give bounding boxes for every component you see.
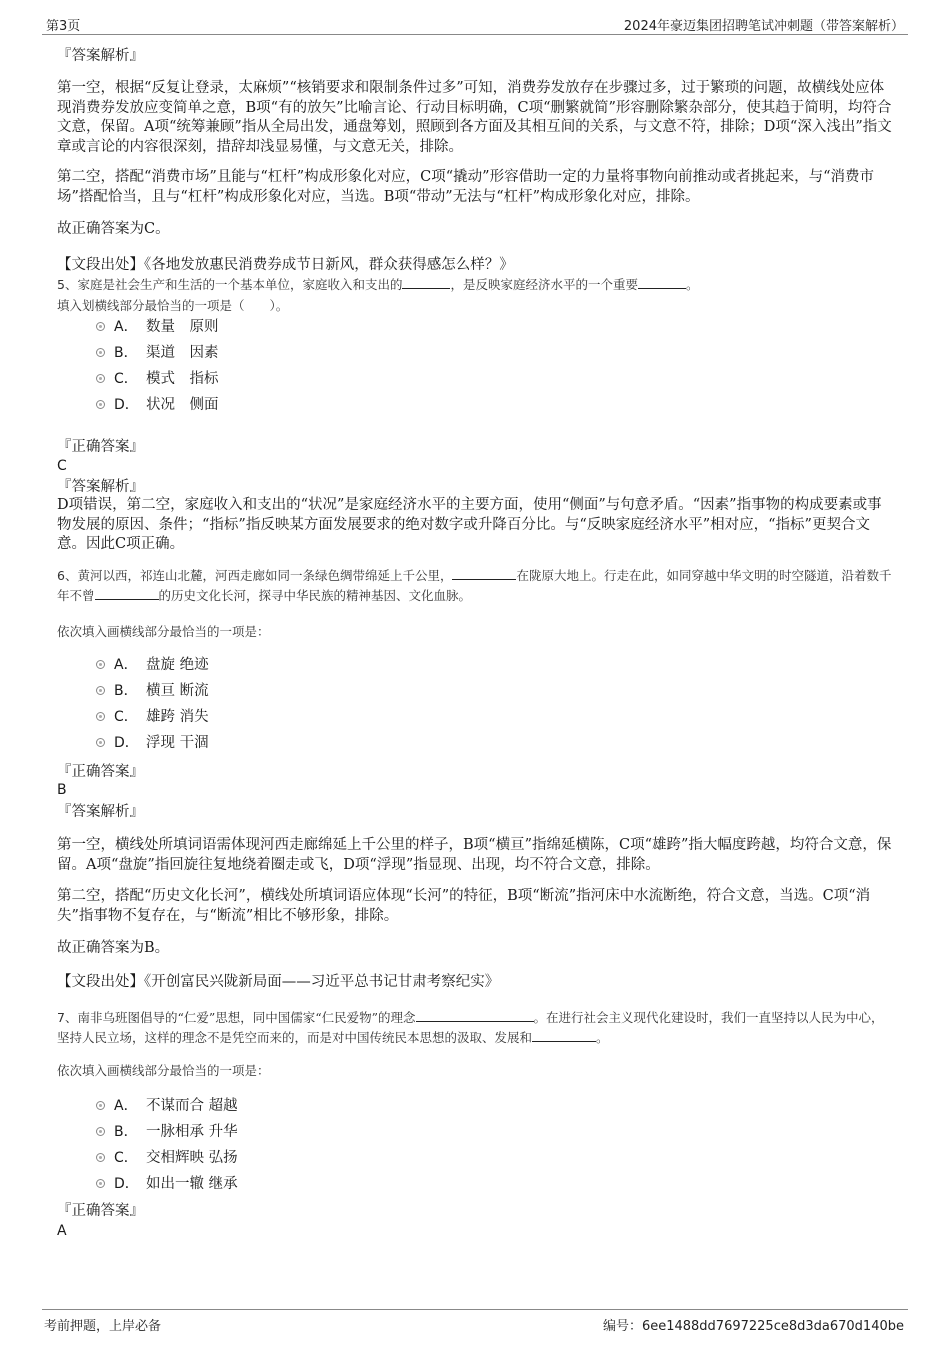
correct-answer: C bbox=[57, 458, 67, 474]
question-stem: 6、黄河以西，祁连山北麓，河西走廊如同一条绿色绸带绵延上千公里， 在陇原大地上。行走在此，如同穿越中华文明的时空隧道，沿着数千年不曾 的历史文化长河，探寻中华民族的精神基因、文化血脉。 bbox=[57, 568, 892, 603]
page-footer bbox=[42, 1309, 908, 1338]
analysis-paragraph: 第一空，根据“反复让登录，太麻烦”“核销要求和限制条件过多”可知，消费券发放存在步骤过多，过于繁琐的问题，故横线处应体现消费券发放应变简单之意，B项“有的放矢”比喻言论、行动目标明确，C项“删繁就简”形容删除繁杂部分，使其趋于简明，均符合文意，保留。A项“统筹兼顾”指从全局出发，通盘筹划，照顾到各方面及其相互间的关系，与文意不符，排除；D项“深入浅出”指文章或言论的内容很深刻，措辞却浅显易懂，与文意无关，排除。 bbox=[57, 80, 892, 155]
question-number: 6 bbox=[57, 568, 65, 583]
page-number: 第3页 bbox=[46, 19, 81, 34]
page-header bbox=[42, 12, 908, 35]
radio-icon[interactable] bbox=[96, 738, 105, 747]
source-citation: 【文段出处】《开创富民兴陇新局面——习近平总书记甘肃考察纪实》 bbox=[57, 974, 500, 990]
question-number: 5 bbox=[57, 277, 65, 292]
radio-icon[interactable] bbox=[96, 712, 105, 721]
question-number: 7 bbox=[57, 1010, 65, 1025]
question-stem: 7、南非乌班图倡导的“仁爱”思想，同中国儒家“仁民爱物”的理念 。在进行社会主义现代化建设时，我们一直坚持以人民为中心，坚持人民立场，这样的理念不是凭空而来的，而是对中国传统民本思想的汲取、发展和 。 bbox=[57, 1010, 884, 1045]
analysis-label: 『答案解析』 bbox=[57, 479, 144, 495]
radio-icon[interactable] bbox=[96, 660, 105, 669]
correct-answer: A bbox=[57, 1223, 67, 1239]
conclusion: 故正确答案为B。 bbox=[57, 940, 170, 956]
question-stem: 5、家庭是社会生产和生活的一个基本单位，家庭收入和支出的 ，是反映家庭经济水平的一个重要 。 bbox=[57, 277, 699, 292]
question-instruction: 填入划横线部分最恰当的一项是（ ）。 bbox=[57, 298, 289, 313]
radio-icon[interactable] bbox=[96, 1179, 105, 1188]
radio-icon[interactable] bbox=[96, 1153, 105, 1162]
correct-answer-label: 『正确答案』 bbox=[57, 1203, 144, 1219]
answer-blank bbox=[416, 1009, 534, 1022]
conclusion: 故正确答案为C。 bbox=[57, 221, 170, 237]
radio-icon[interactable] bbox=[96, 374, 105, 383]
radio-icon[interactable] bbox=[96, 1101, 105, 1110]
answer-blank bbox=[95, 587, 159, 600]
analysis-label: 『答案解析』 bbox=[57, 48, 144, 64]
analysis-label: 『答案解析』 bbox=[57, 804, 144, 820]
answer-blank bbox=[532, 1029, 596, 1042]
radio-icon[interactable] bbox=[96, 1127, 105, 1136]
answer-blank bbox=[452, 567, 516, 580]
correct-answer-label: 『正确答案』 bbox=[57, 764, 144, 780]
correct-answer-label: 『正确答案』 bbox=[57, 439, 144, 455]
question-instruction: 依次填入画横线部分最恰当的一项是： bbox=[57, 1063, 270, 1078]
correct-answer: B bbox=[57, 782, 67, 798]
radio-icon[interactable] bbox=[96, 400, 105, 409]
radio-icon[interactable] bbox=[96, 322, 105, 331]
radio-icon[interactable] bbox=[96, 348, 105, 357]
question-instruction: 依次填入画横线部分最恰当的一项是： bbox=[57, 624, 270, 639]
source-citation: 【文段出处】《各地发放惠民消费券成节日新风，群众获得感怎么样？》 bbox=[57, 257, 514, 273]
analysis-paragraph: 第一空，横线处所填词语需体现河西走廊绵延上千公里的样子，B项“横亘”指绵延横陈，C项“雄跨”指大幅度跨越，均符合文意，保留。A项“盘旋”指回旋往复地绕着圈走或飞，D项“浮现”指显现、出现，均不符合文意，排除。 bbox=[57, 837, 892, 873]
analysis-paragraph: D项错误，第二空，家庭收入和支出的“状况”是家庭经济水平的主要方面，使用“侧面”与句意矛盾。“因素”指事物的构成要素或事物发展的原因、条件；“指标”指反映某方面发展要求的绝对数字或升降百分比。与“反映家庭经济水平”相对应，“指标”更契合文意。因此C项正确。 bbox=[57, 497, 882, 552]
analysis-paragraph: 第二空，搭配“历史文化长河”，横线处所填词语应体现“长河”的特征，B项“断流”指河床中水流断绝，符合文意，当选。C项“消失”指事物不复存在，与“断流”相比不够形象，排除。 bbox=[57, 888, 871, 924]
analysis-paragraph: 第二空，搭配“消费市场”且能与“杠杆”构成形象化对应，C项“撬动”形容借助一定的力量将事物向前推动或者挑起来，与“消费市场”搭配恰当，且与“杠杆”构成形象化对应，当选。B项“带动”无法与“杠杆”构成形象化对应，排除。 bbox=[57, 169, 874, 205]
document-title: 2024年豪迈集团招聘笔试冲刺题（带答案解析） bbox=[623, 19, 904, 34]
document-code: 编号：6ee1488dd7697225ce8d3da670d140be bbox=[602, 1319, 904, 1334]
footer-slogan: 考前押题，上岸必备 bbox=[44, 1319, 162, 1334]
answer-blank bbox=[638, 276, 686, 289]
answer-blank bbox=[402, 276, 450, 289]
radio-icon[interactable] bbox=[96, 686, 105, 695]
